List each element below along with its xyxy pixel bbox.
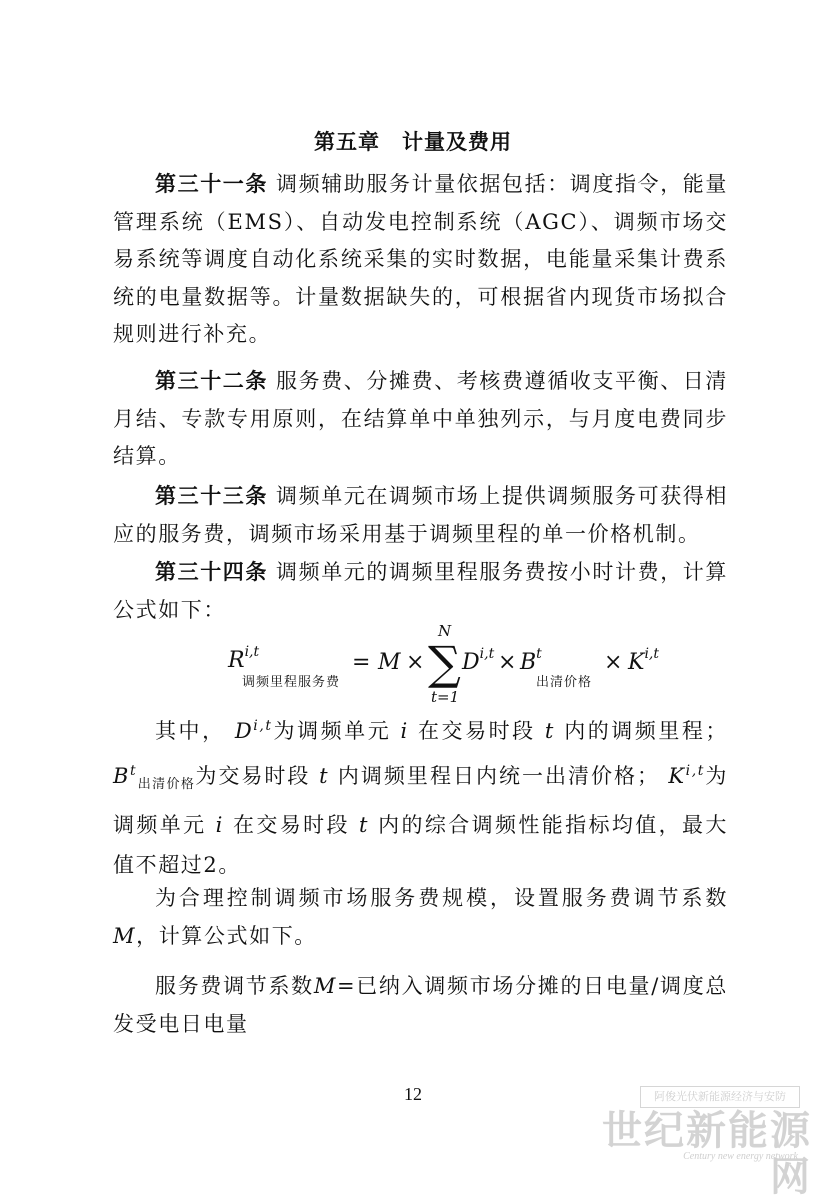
formula-m: M: [378, 650, 401, 675]
page-number: 12: [404, 1084, 422, 1104]
formula-explanation: 其中， D$^{i,t}$为调频单元 i 在交易时段 t 内的调频里程； $B^t_{出清价格}$为交易时段 t 内调频里程日内统一出清价格； K$^{i,t}$为调频单元 i 在交易时段 t 内的综合调频性能指标均值，最大值不超过2。: [113, 718, 729, 878]
adjustment-coefficient-formula: 服务费调节系数M=已纳入调频市场分摊的日电量/调度总发受电日电量: [113, 974, 728, 1036]
formula-times-1: ×: [406, 650, 425, 675]
article-34: [113, 553, 728, 629]
article-34-label: 第三十四条: [155, 559, 268, 584]
article-31-label: 第三十一条: [155, 171, 268, 196]
formula-lhs-sub: 调频里程服务费: [242, 675, 341, 690]
article-33-label: 第三十三条: [155, 483, 268, 508]
watermark-logo-text: 世纪新能源网: [602, 1108, 812, 1200]
formula-equals: =: [352, 650, 371, 675]
formula-k: K$^{i,t}$: [628, 646, 659, 675]
formula-b: $B^t$: [520, 646, 542, 675]
formula-times-3: ×: [604, 650, 623, 675]
formula-b-sub: 出清价格: [536, 675, 593, 690]
formula-times-2: ×: [498, 650, 517, 675]
article-34-text: 调频单元的调频里程服务费按小时计费，计算公式如下：: [113, 560, 728, 622]
formula-sigma: ∑: [428, 636, 461, 690]
watermark-box: 阿俊光伏新能源经济与安防: [640, 1086, 800, 1108]
article-31-text: 调频辅助服务计量依据包括：调度指令，能量管理系统（EMS）、自动发电控制系统（AGC）、调频市场交易系统等调度自动化系统采集的实时数据，电能量采集计费系统的电量数据等。计量数据缺失的，可根据省内现货市场拟合规则进行补充。: [113, 172, 728, 346]
article-32: [113, 362, 728, 476]
adjustment-coefficient-paragraph: 为合理控制调频市场服务费规模，设置服务费调节系数M，计算公式如下。: [113, 886, 728, 948]
article-31: [113, 165, 728, 354]
article-33-text: 调频单元在调频市场上提供调频服务可获得相应的服务费，调频市场采用基于调频里程的单一价格机制。: [113, 484, 728, 546]
article-33: [113, 477, 728, 553]
mileage-fee-formula: [228, 622, 698, 710]
chapter-title: 第五章 计量及费用: [314, 129, 512, 154]
article-32-text: 服务费、分摊费、考核费遵循收支平衡、日清月结、专款专用原则，在结算单中单独列示，与月度电费同步结算。: [113, 369, 728, 468]
formula-d: D$^{i,t}$: [462, 646, 495, 675]
formula-sum-lower: t=1: [431, 688, 460, 706]
watermark-subtitle: Century new energy network: [683, 1151, 798, 1162]
formula-lhs: R$^{i,t}$: [228, 644, 260, 673]
formula-sum-upper: N: [438, 622, 452, 640]
article-32-label: 第三十二条: [155, 368, 268, 393]
